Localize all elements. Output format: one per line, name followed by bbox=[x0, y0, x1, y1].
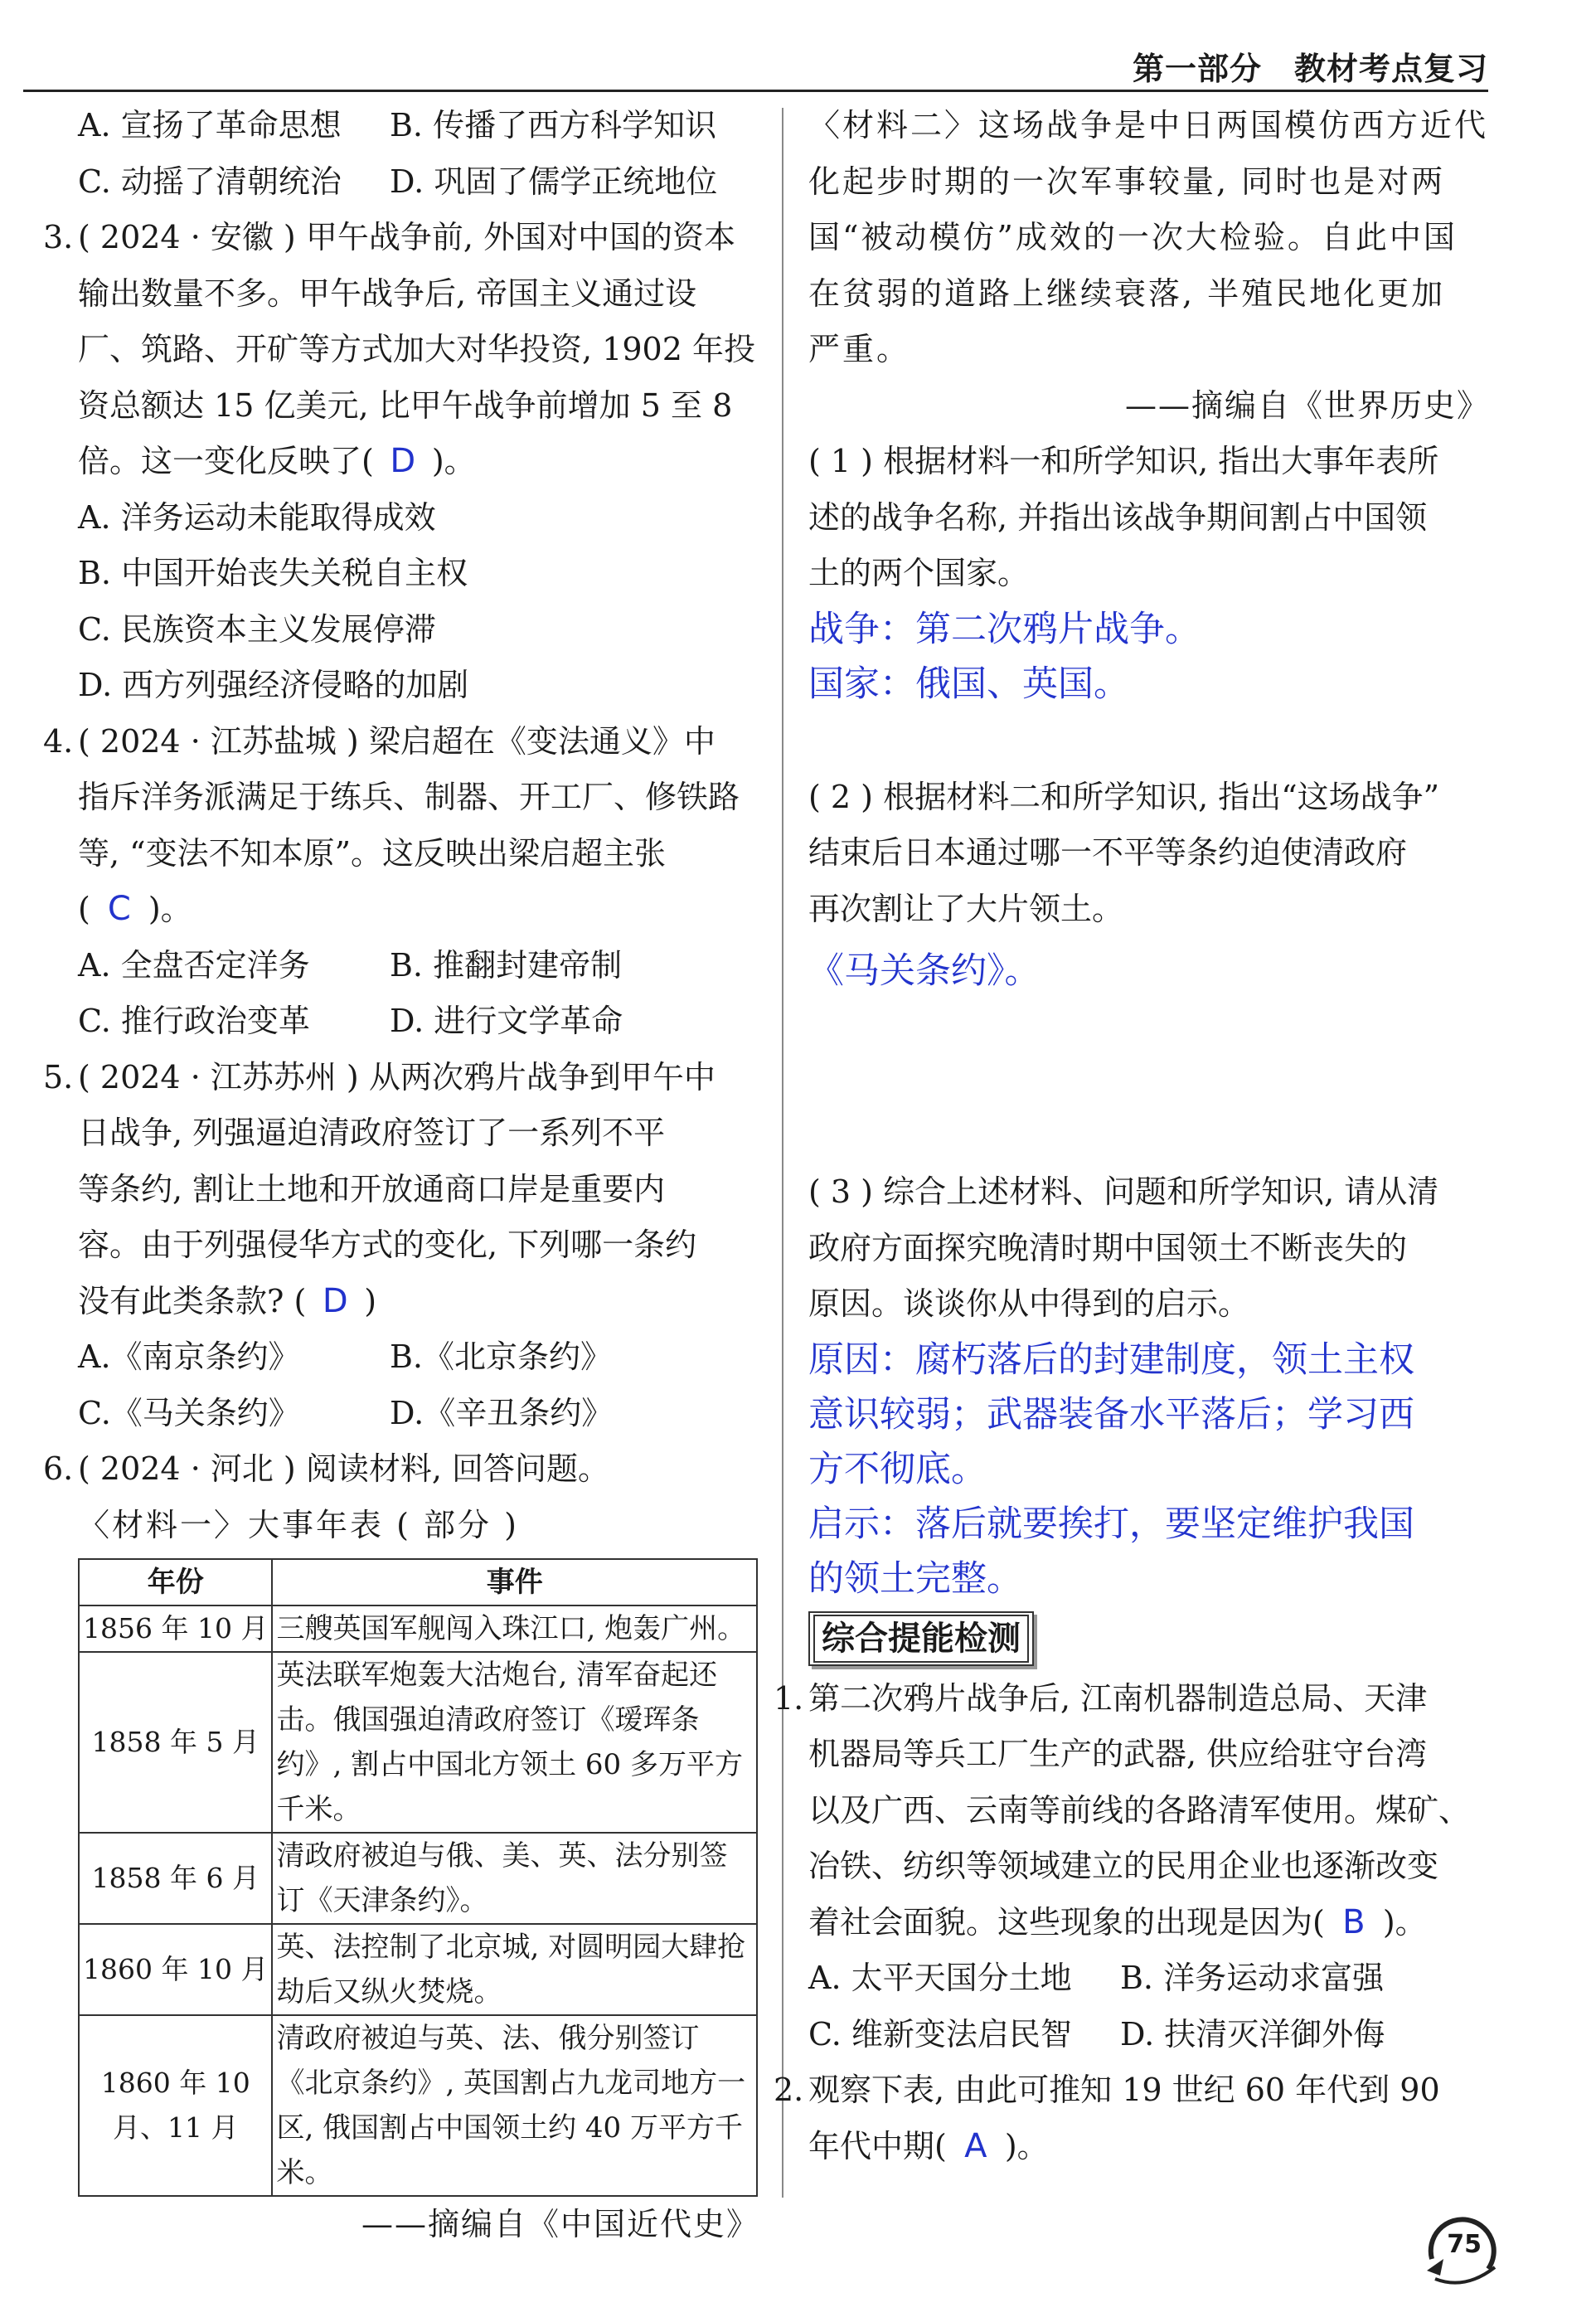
table-row bbox=[79, 1833, 757, 1924]
question-number: 2. bbox=[774, 2072, 804, 2108]
material-1-title: 〈材料一〉大事年表 ( 部分 ) bbox=[78, 1506, 519, 1543]
q2-options-row-2 bbox=[78, 154, 766, 211]
c1-option-b: B. 洋务运动求富强 bbox=[1120, 1960, 1385, 1996]
table-header-event: 事件 bbox=[272, 1559, 757, 1605]
events-table bbox=[78, 1558, 758, 2197]
answer-prefix: 没有此类条款? ( bbox=[78, 1282, 307, 1319]
question-text-line: 等, “变法不知本原”。这反映出梁启超主张 bbox=[78, 834, 667, 872]
page-number: 75 bbox=[1447, 2230, 1482, 2259]
question-text-line: 土的两个国家。 bbox=[808, 555, 1030, 591]
question-text-line: 日战争, 列强逼迫清政府签订了一系列不平 bbox=[78, 1115, 666, 1151]
table-cell-event: 清政府被迫与俄、美、英、法分别签订《天津条约》。 bbox=[272, 1833, 757, 1924]
handwritten-answer: 《马关条约》。 bbox=[808, 950, 1041, 992]
table-cell-event: 英、法控制了北京城, 对圆明园大肆抢劫后又纵火焚烧。 bbox=[272, 1924, 757, 2015]
table-cell-event: 英法联军炮轰大沽炮台, 清军奋起还击。俄国强迫清政府签订《瑷珲条约》, 割占中国北方领土 60 多万平方千米。 bbox=[272, 1652, 757, 1833]
q4-option-c: C. 推行政治变革 bbox=[78, 1003, 310, 1039]
q3-option-b: B. 中国开始丧失关税自主权 bbox=[78, 555, 468, 591]
handwritten-answer: D bbox=[322, 1281, 348, 1320]
answer-gap bbox=[808, 712, 1497, 770]
question-text-line: ( 2024 · 江苏盐城 ) 梁启超在《变法通义》中 bbox=[78, 722, 716, 760]
q2-options-row-1 bbox=[78, 98, 766, 154]
table-cell-year: 1860 年 10 月、11 月 bbox=[79, 2015, 272, 2196]
left-column bbox=[43, 98, 766, 2253]
question-text-line: 结束后日本通过哪一不平等条约迫使清政府 bbox=[808, 834, 1408, 871]
material-2-source: ——摘编自《世界历史》 bbox=[1124, 386, 1490, 424]
handwritten-answer: C bbox=[107, 890, 131, 928]
q2-option-c: C. 动摇了清朝统治 bbox=[78, 163, 342, 200]
q4-options-row-2 bbox=[78, 993, 766, 1050]
answer-suffix: )。 bbox=[1004, 2127, 1049, 2164]
question-text-line: 第二次鸦片战争后, 江南机器制造总局、天津 bbox=[808, 1679, 1428, 1717]
q5-option-d: D.《辛丑条约》 bbox=[390, 1394, 614, 1431]
answer-suffix: ) bbox=[364, 1282, 377, 1319]
question-5 bbox=[43, 1050, 766, 1442]
question-text-line: 等条约, 割让土地和开放通商口岸是重要内 bbox=[78, 1170, 666, 1207]
handwritten-answer: 国家：俄国、英国。 bbox=[808, 663, 1129, 705]
handwritten-answer: B bbox=[1342, 1902, 1366, 1941]
handwritten-answer: A bbox=[964, 2126, 987, 2165]
q4-option-a: A. 全盘否定洋务 bbox=[78, 946, 310, 984]
comprehensive-question-2 bbox=[774, 2062, 1497, 2174]
q3-option-d: D. 西方列强经济侵略的加剧 bbox=[78, 667, 469, 703]
material-2-line: 〈材料二〉这场战争是中日两国模仿西方近代 bbox=[808, 107, 1489, 143]
question-text-line: 容。由于列强侵华方式的变化, 下列哪一条约 bbox=[78, 1227, 697, 1263]
question-text-line: ( 2024 · 江苏苏州 ) 从两次鸦片战争到甲午中 bbox=[78, 1058, 716, 1095]
c1-option-a: A. 太平天国分土地 bbox=[808, 1960, 1072, 1996]
q5-options-row-2 bbox=[78, 1386, 766, 1442]
question-number: 6. bbox=[43, 1450, 74, 1487]
q5-option-b: B.《北京条约》 bbox=[390, 1338, 613, 1375]
question-answer-line bbox=[78, 882, 766, 938]
q5-options-row-1 bbox=[78, 1329, 766, 1386]
handwritten-answer: 方不彻底。 bbox=[808, 1448, 987, 1490]
question-answer-line bbox=[78, 434, 766, 490]
question-text-line: ( 3 ) 综合上述材料、问题和所学知识, 请从清 bbox=[808, 1173, 1439, 1210]
question-number: 4. bbox=[43, 722, 74, 760]
question-text-line: 机器局等兵工厂生产的武器, 供应给驻守台湾 bbox=[808, 1736, 1428, 1772]
sub-question-3 bbox=[808, 1164, 1497, 1606]
answer-gap bbox=[808, 998, 1497, 1164]
answer-suffix: )。 bbox=[148, 891, 192, 927]
q3-option-a: A. 洋务运动未能取得成效 bbox=[78, 498, 436, 536]
table-cell-event: 三艘英国军舰闯入珠江口, 炮轰广州。 bbox=[272, 1605, 757, 1652]
question-number: 1. bbox=[774, 1679, 804, 1717]
material-2-line: 国“被动模仿”成效的一次大检验。自此中国 bbox=[808, 219, 1458, 255]
table-row bbox=[79, 1605, 757, 1652]
q4-option-d: D. 进行文学革命 bbox=[390, 1003, 623, 1039]
c1-option-c: C. 维新变法启民智 bbox=[808, 2015, 1072, 2052]
c1-options-row-1 bbox=[808, 1950, 1497, 2007]
q4-option-b: B. 推翻封建帝制 bbox=[390, 946, 623, 984]
question-answer-line bbox=[808, 1895, 1497, 1951]
question-text-line: 冶铁、纺织等领域建立的民用企业也逐渐改变 bbox=[808, 1848, 1439, 1884]
c1-options-row-2 bbox=[808, 2007, 1497, 2063]
question-text-line: 再次割让了大片领土。 bbox=[808, 890, 1124, 927]
question-text-line: ( 2024 · 河北 ) 阅读材料, 回答问题。 bbox=[78, 1450, 609, 1487]
question-text-line: 指斥洋务派满足于练兵、制器、开工厂、修铁路 bbox=[78, 779, 740, 815]
question-4 bbox=[43, 714, 766, 1050]
question-text-line: 以及广西、云南等前线的各路清军使用。煤矿、 bbox=[808, 1791, 1471, 1829]
table-header-row bbox=[79, 1559, 757, 1605]
right-column bbox=[774, 98, 1497, 2174]
question-answer-line bbox=[808, 2119, 1497, 2175]
question-number: 3. bbox=[43, 219, 74, 255]
table-row bbox=[79, 1924, 757, 2015]
q2-option-b: B. 传播了西方科学知识 bbox=[390, 107, 717, 143]
handwritten-answer: D bbox=[390, 442, 416, 480]
material-2-line: 在贫弱的道路上继续衰落, 半殖民地化更加 bbox=[808, 274, 1446, 312]
table-cell-year: 1858 年 6 月 bbox=[79, 1833, 272, 1924]
question-text-line: 厂、筑路、开矿等方式加大对华投资, 1902 年投 bbox=[78, 331, 755, 367]
answer-prefix: 年代中期( bbox=[808, 2127, 947, 2164]
answer-suffix: )。 bbox=[431, 443, 476, 479]
q5-option-a: A.《南京条约》 bbox=[78, 1338, 300, 1375]
material-2-line: 化起步时期的一次军事较量, 同时也是对两 bbox=[808, 163, 1446, 200]
answer-prefix: ( bbox=[78, 891, 90, 927]
page-header-title: 第一部分 教材考点复习 bbox=[1132, 51, 1488, 87]
question-text-line: 原因。谈谈你从中得到的启示。 bbox=[808, 1285, 1250, 1322]
table-cell-event: 清政府被迫与英、法、俄分别签订《北京条约》, 英国割占九龙司地方一区, 俄国割占中国领土约 40 万平方千米。 bbox=[272, 2015, 757, 2196]
table-cell-year: 1858 年 5 月 bbox=[79, 1652, 272, 1833]
table-cell-year: 1860 年 10 月 bbox=[79, 1924, 272, 2015]
sub-question-1 bbox=[808, 434, 1497, 712]
header-rule bbox=[23, 90, 1488, 92]
table-row bbox=[79, 1652, 757, 1833]
q5-option-c: C.《马关条约》 bbox=[78, 1394, 300, 1431]
answer-prefix: 着社会面貌。这些现象的出现是因为( bbox=[808, 1903, 1325, 1941]
question-text-line: 述的战争名称, 并指出该战争期间割占中国领 bbox=[808, 498, 1428, 536]
answer-suffix: )。 bbox=[1382, 1903, 1427, 1941]
column-divider bbox=[782, 108, 783, 2198]
section-title: 综合提能检测 bbox=[813, 1615, 1029, 1663]
handwritten-answer: 的领土完整。 bbox=[808, 1557, 1022, 1600]
question-text-line: 输出数量不多。甲午战争后, 帝国主义通过设 bbox=[78, 274, 697, 312]
table-cell-year: 1856 年 10 月 bbox=[79, 1605, 272, 1652]
q3-option-c: C. 民族资本主义发展停滞 bbox=[78, 610, 436, 648]
handwritten-answer: 原因：腐朽落后的封建制度，领土主权 bbox=[808, 1338, 1414, 1381]
material-2-line: 严重。 bbox=[808, 331, 911, 367]
handwritten-answer: 战争：第二次鸦片战争。 bbox=[808, 608, 1201, 650]
handwritten-answer: 启示：落后就要挨打，要坚定维护我国 bbox=[808, 1503, 1414, 1545]
question-text-line: ( 2024 · 安徽 ) 甲午战争前, 外国对中国的资本 bbox=[78, 219, 735, 255]
material-1-source: ——摘编自《中国近代史》 bbox=[361, 2206, 759, 2242]
q4-options-row-1 bbox=[78, 938, 766, 994]
c1-option-d: D. 扶清灭洋御外侮 bbox=[1120, 2015, 1385, 2052]
table-header-year: 年份 bbox=[79, 1559, 272, 1605]
q2-option-a: A. 宣扬了革命思想 bbox=[78, 107, 342, 143]
comprehensive-question-1 bbox=[774, 1671, 1497, 2063]
question-3 bbox=[43, 210, 766, 714]
question-text-line: ( 1 ) 根据材料一和所学知识, 指出大事年表所 bbox=[808, 443, 1439, 479]
question-6 bbox=[43, 1441, 766, 2253]
question-text-line: 资总额达 15 亿美元, 比甲午战争前增加 5 至 8 bbox=[78, 386, 733, 424]
question-answer-line bbox=[78, 1274, 766, 1330]
question-text-line: ( 2 ) 根据材料二和所学知识, 指出“这场战争” bbox=[808, 778, 1440, 815]
handwritten-answer: 意识较弱；武器装备水平落后；学习西 bbox=[808, 1393, 1414, 1435]
question-text-line: 政府方面探究晚清时期中国领土不断丧失的 bbox=[808, 1229, 1408, 1266]
section-title-box bbox=[808, 1611, 1034, 1666]
answer-prefix: 倍。这一变化反映了( bbox=[78, 443, 374, 479]
question-number: 5. bbox=[43, 1058, 74, 1095]
q2-option-d: D. 巩固了儒学正统地位 bbox=[390, 163, 718, 200]
material-2 bbox=[808, 98, 1497, 378]
sub-question-2 bbox=[808, 770, 1497, 999]
table-row bbox=[79, 2015, 757, 2196]
question-text-line: 观察下表, 由此可推知 19 世纪 60 年代到 90 bbox=[808, 2072, 1440, 2108]
